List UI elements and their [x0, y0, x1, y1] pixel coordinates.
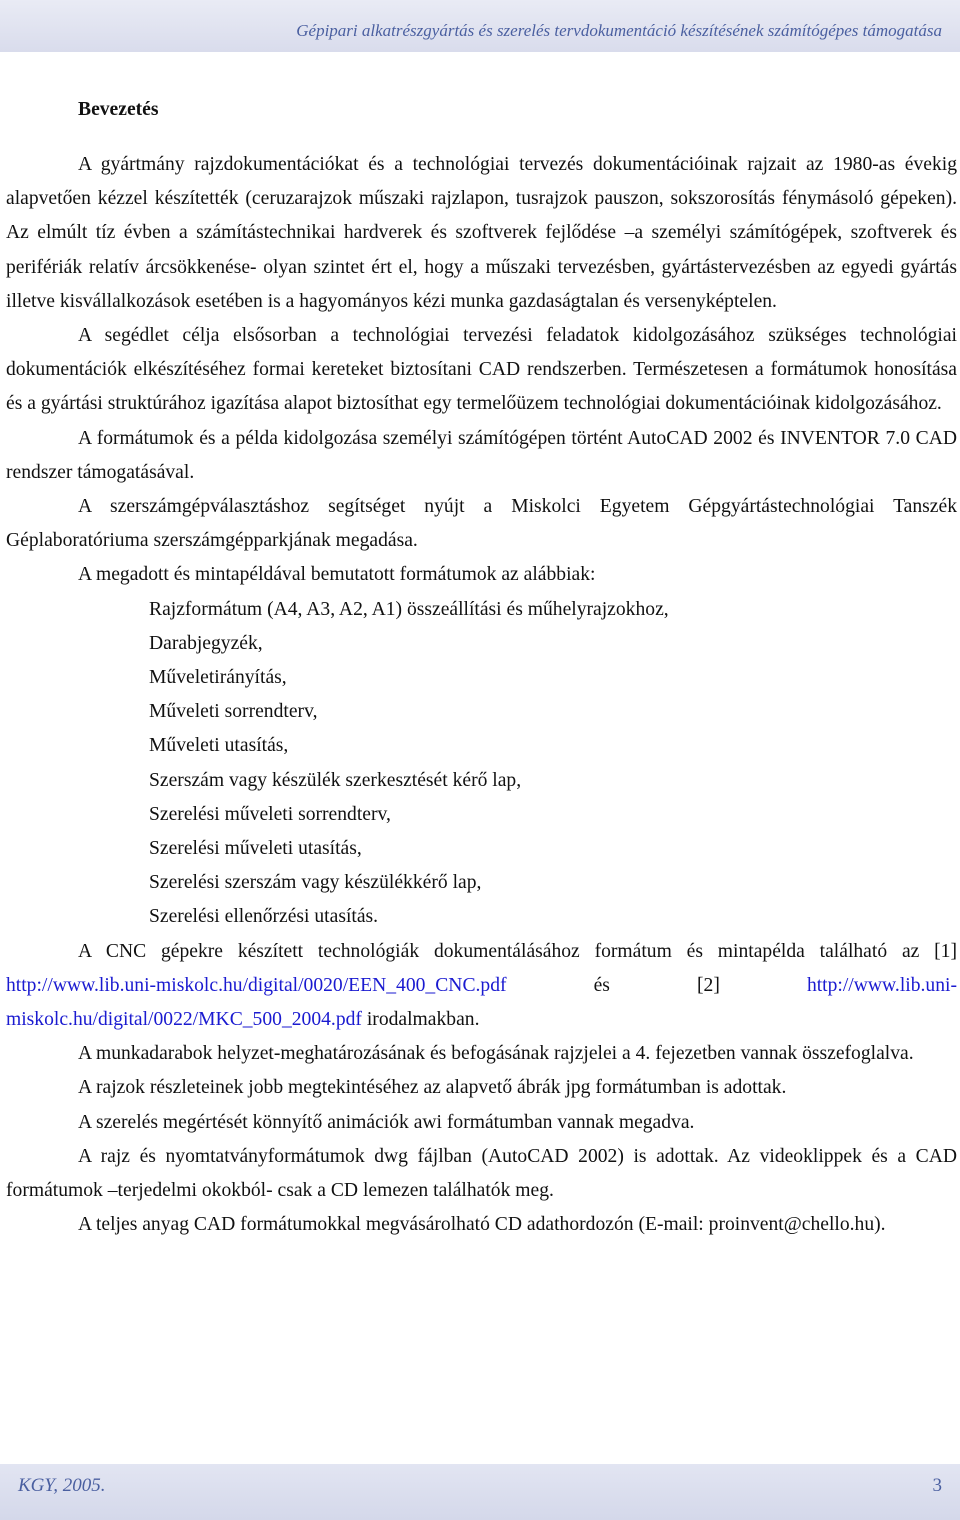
list-item: Szerelési ellenőrzési utasítás.	[149, 906, 379, 928]
paragraph-machine-tools: A szerszámgépválasztáshoz segítséget nyújt a Miskolci Egyetem Gépgyártástechnológiai Tanszék Géplaboratóriuma szerszámgépparkjának megadása.	[6, 496, 957, 552]
paragraph-purpose: A segédlet célja elsősorban a technológiai tervezési feladatok kidolgozásához szükséges technológiai dokumentációk elkészítéséhez formai kereteket biztosítani CAD rendszerben. Természetesen a formátumok honosítása és a gyártási struktúrához igazítása alapot biztosíthat egy termelőüzem technológiai dokumentációinak kidolgozásához.	[6, 325, 957, 415]
list-item: Szerelési szerszám vagy készülékkérő lap,	[149, 872, 482, 894]
list-item: Szerelési műveleti utasítás,	[149, 838, 362, 860]
list-item: Műveletirányítás,	[149, 667, 287, 689]
cnc-text-mid: és [2]	[593, 974, 720, 996]
running-header-title: Gépipari alkatrészgyártás és szerelés tervdokumentáció készítésének számítógépes támogatása	[296, 21, 942, 40]
list-item: Szerelési műveleti sorrendterv,	[149, 803, 391, 825]
paragraph-history: A gyártmány rajzdokumentációkat és a technológiai tervezés dokumentációinak rajzait az 1980-as évekig alapvetően kézzel készítették (ceruzarajzok műszaki rajzlapon, tusrajzok pauszon, sokszorosítás fénymásoló gépeken). Az elmúlt tíz évben a számítástechnikai hardverek és szoftverek fejlődése –a személyi számítógépek, szoftverek és perifériák relatív árcsökkenése- olyan szintet ért el, hogy a műszaki tervezésben, gyártástervezésben az egyedi gyártás illetve kisvállalkozások esetében is a hagyományos kézi munka gazdaságtalan és versenyképtelen.	[6, 154, 957, 312]
list-item: Szerszám vagy készülék szerkesztését kérő lap,	[149, 769, 522, 791]
paragraph-formats-intro: A megadott és mintapéldával bemutatott formátumok az alábbiak:	[78, 564, 596, 586]
cnc-text-end: irodalmakban.	[366, 1009, 480, 1031]
page-footer-band	[0, 1464, 960, 1520]
reference-link-2[interactable]: http://www.lib.uni-miskolc.hu/digital/0022/MKC_500_2004.pdf	[6, 974, 957, 1031]
page-number: 3	[932, 1475, 942, 1496]
list-item: Műveleti utasítás,	[149, 735, 289, 757]
list-item: Rajzformátum (A4, A3, A2, A1) összeállítási és műhelyrajzokhoz,	[149, 598, 669, 620]
document-body	[6, 96, 957, 1243]
paragraph-cnc-references	[6, 935, 957, 1038]
list-item: Műveleti sorrendterv,	[149, 701, 318, 723]
paragraph-animations: A szerelés megértését könnyítő animációk awi formátumban vannak megadva.	[78, 1111, 695, 1133]
footer-author-year: KGY, 2005.	[18, 1475, 106, 1496]
paragraph-dwg: A rajz és nyomtatványformátumok dwg fájlban (AutoCAD 2002) is adottak. Az videoklippek és a CAD formátumok –terjedelmi okokból- csak a CD lemezen találhatók meg.	[6, 1145, 957, 1202]
paragraph-jpg: A rajzok részleteinek jobb megtekintéséhez az alapvető ábrák jpg formátumban is adottak.	[78, 1077, 787, 1099]
reference-link-1[interactable]: http://www.lib.uni-miskolc.hu/digital/0020/EEN_400_CNC.pdf	[6, 974, 507, 996]
list-item: Darabjegyzék,	[149, 632, 263, 654]
paragraph-software: A formátumok és a példa kidolgozása személyi számítógépen történt AutoCAD 2002 és INVENTOR 7.0 CAD rendszer támogatásával.	[6, 427, 957, 483]
paragraph-cd-purchase: A teljes anyag CAD formátumokkal megvásárolható CD adathordozón (E-mail: proinvent@chello.hu).	[78, 1214, 886, 1236]
formats-list	[6, 593, 957, 935]
cnc-text-start: A CNC gépekre készített technológiák dokumentálásához formátum és mintapélda található az [1]	[78, 940, 957, 962]
paragraph-symbols: A munkadarabok helyzet-meghatározásának és befogásának rajzjelei a 4. fejezetben vannak összefoglalva.	[78, 1043, 914, 1065]
section-title: Bevezetés	[78, 99, 159, 120]
